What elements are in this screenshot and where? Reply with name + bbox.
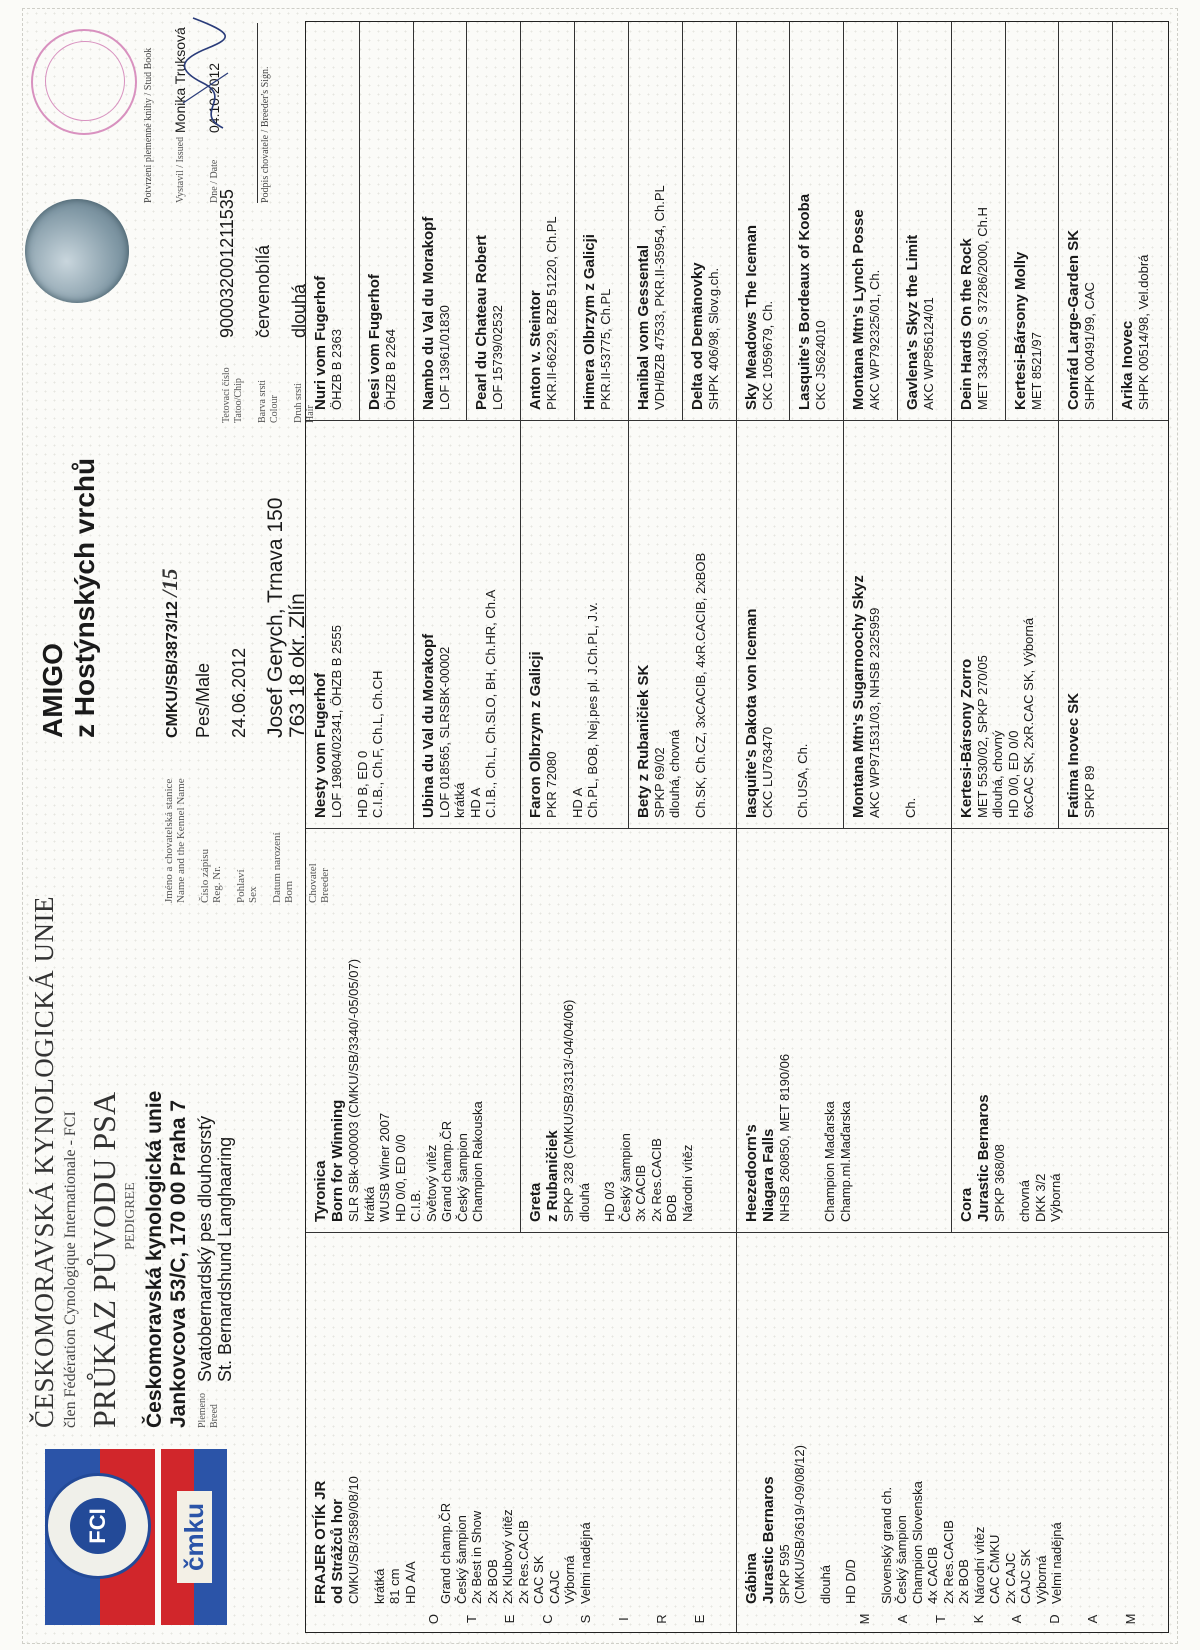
dog-detail: DKK 3/2 <box>1032 1173 1048 1222</box>
dog-name: Niagara Falls <box>759 1128 777 1222</box>
dog-detail: CAJC <box>546 1570 562 1604</box>
dog-detail: SPKP 328 (CMKU/SB/3313/-04/04/06) <box>561 999 577 1222</box>
dog-detail: SHPK 406/98, Slov.g.ch. <box>705 267 721 410</box>
dog-detail: Champ.ml.Maďarska <box>837 1101 853 1222</box>
spacer <box>859 1241 869 1604</box>
dog-detail: CMKU/SB/3589/08/10 <box>346 1476 361 1604</box>
dog-name <box>37 418 101 738</box>
dog-detail: Český šampion <box>453 1515 469 1604</box>
dog-detail: Ch.SK, Ch.CZ, 3xCACIB, 4xR.CACIB, 2xBOB <box>692 552 708 818</box>
dog-detail: CKC JS624010 <box>813 320 829 410</box>
label-sex-cz: Pohlaví <box>235 869 247 903</box>
great-great-grandparents-cell <box>790 22 844 420</box>
great-great-grandparents-cell <box>1059 22 1113 420</box>
dog-detail: ÖHZB B 2363 <box>329 329 344 410</box>
dog-detail: 2x Best in Show <box>469 1510 484 1604</box>
spacer <box>683 429 693 818</box>
dog-detail: 81 cm <box>387 1568 402 1604</box>
dog-detail: SHPK 00514/98, Vel.dobrá <box>1136 254 1152 410</box>
dog-detail: AKC WP856124/01 <box>920 297 936 410</box>
dog-detail: SPKP 69/02 <box>651 747 667 818</box>
issuer-name: Českomoravská kynologická unie <box>143 1090 166 1428</box>
dog-detail: dlouhá, chovná <box>667 729 683 818</box>
side-letter: M <box>856 1613 872 1625</box>
dog-detail: MET 5530/02, SPKP 270/05 <box>974 655 990 818</box>
great-great-grandparents-cell <box>629 22 683 420</box>
dog-detail: WUSB Winer 2007 <box>377 1112 392 1222</box>
breed-en: St. Bernardshund Langhaaring <box>215 1136 235 1382</box>
dog-detail: HD 0/0, ED 0/0 <box>392 1134 408 1222</box>
hair-value: dlouhá <box>289 283 309 338</box>
dog-detail: MET 3343/00, S 37286/2000, Ch.H <box>974 207 990 410</box>
dog-name: Cora <box>957 1187 975 1222</box>
dog-detail: HD 0/3 <box>602 1181 618 1222</box>
dog-detail: Champion Maďarska <box>822 1101 837 1222</box>
issue-date: 04.10.2012 <box>206 62 222 133</box>
side-letter: D <box>1046 1614 1062 1624</box>
label-breeder-cz: Chovatel <box>307 863 319 903</box>
dog-detail: krátká <box>361 1186 377 1222</box>
dog-detail: C.I.B., Ch.L, Ch.SLO, BH, Ch.HR, Ch.A <box>483 589 499 818</box>
great-great-grandparents-cell <box>306 22 360 420</box>
dog-detail: SPKP 368/08 <box>991 1144 1007 1222</box>
dog-detail: 2x Res.CACIB <box>648 1138 664 1222</box>
side-letter: M <box>1122 1613 1138 1625</box>
official-stamp-icon <box>31 29 137 135</box>
label-tattoo-cz: Tetovací číslo <box>221 367 232 423</box>
dog-name: Iasquite's Dakota von Iceman <box>742 608 760 818</box>
sex-value: Pes/Male <box>193 662 213 738</box>
pedigree-sheet <box>22 8 1178 1644</box>
breed-row <box>195 908 235 1428</box>
breed-cz: Svatobernardský pes dlouhosrstý <box>195 1115 215 1382</box>
spacer <box>775 429 785 818</box>
spacer <box>802 837 812 1222</box>
dog-detail: Grand champ.ČR <box>439 1120 454 1222</box>
dog-detail: dlouhá <box>817 1564 833 1604</box>
tattoo-value: 900032001211535 <box>217 189 237 338</box>
label-colour-en: Colour <box>269 395 280 423</box>
spacer <box>883 429 893 818</box>
dog-detail: AKC WP792325/01, Ch. <box>867 269 883 410</box>
spacer <box>362 1241 372 1604</box>
cmku-logo <box>161 1449 227 1625</box>
dog-name: Himera Olbrzym z Galicji <box>581 234 599 410</box>
dog-name: Nesty vom Fugerhof <box>312 672 329 818</box>
dog-name: Anton v. Steintor <box>527 290 545 410</box>
label-tattoo-en: Tatoo/Chip <box>233 378 244 423</box>
dog-detail: Champion Slovenska <box>909 1481 925 1604</box>
side-letter: C <box>540 1614 555 1624</box>
dog-name: Ubina du Val du Morakopf <box>419 633 437 818</box>
dog-name: Kertesi-Bársony Molly <box>1011 251 1029 410</box>
dog-name: Greta <box>527 1182 545 1222</box>
dog-detail: HD D/D <box>843 1559 858 1604</box>
rotated-document <box>23 9 1177 1643</box>
great-grandparents-cell <box>414 421 522 828</box>
great-great-grandparents-cell <box>737 22 791 420</box>
dog-name: Gavlena's Skyz the Limit <box>903 234 921 410</box>
dog-detail: HD A <box>569 787 585 818</box>
grandparents-column <box>306 828 1168 1232</box>
date-label: Dne / Date <box>208 159 220 203</box>
issued-label: Vystavil / Issued <box>174 136 186 203</box>
dog-detail: 2x CAJC <box>1002 1552 1018 1604</box>
dog-name: Jurastic Bernaros <box>974 1094 992 1222</box>
dog-detail: Velmi nadějná <box>577 1522 593 1604</box>
great-grandparents-cell <box>737 421 845 828</box>
great-great-grandparents-cell <box>1006 22 1060 420</box>
dog-detail: krátká <box>371 1568 387 1604</box>
side-letter: S <box>578 1614 593 1624</box>
dog-detail: CAC ČMKU <box>987 1534 1002 1604</box>
dog-detail: 2x Klubový vítěz <box>500 1509 515 1604</box>
label-name-cz: Jméno a chovatelská stanice <box>163 778 175 903</box>
great-great-grandparents-cell <box>952 22 1006 420</box>
dog-detail: 6xCAC SK, 2xR.CAC SK, Výborná <box>1021 617 1037 818</box>
great-great-grandparents-cell <box>360 22 414 420</box>
dog-name-line2: z Hostýnských vrchů <box>69 457 100 738</box>
label-sex-en: Sex <box>247 886 259 903</box>
spacer <box>560 429 570 818</box>
dog-detail: PKR.II-66229, BZB 51220, Ch.PL <box>544 216 560 410</box>
side-letter: O <box>426 1613 441 1625</box>
label-born-cz: Datum narození <box>271 832 283 903</box>
dog-name: Arika Inovec <box>1119 320 1137 410</box>
dog-detail: Grand champ.ČR <box>438 1502 453 1604</box>
side-letter: K <box>970 1614 986 1624</box>
breeder-value: Josef Gerych, Trnava 150 763 18 okr. Zlín <box>264 497 309 738</box>
signature-label: Podpis chovatele / Breeder's Sign. <box>257 23 271 203</box>
issued-by: Monika Truksová <box>172 27 188 133</box>
dog-detail: Ch. <box>902 797 918 818</box>
dog-detail: Výborná <box>562 1555 577 1604</box>
label-born-en: Born <box>283 881 295 903</box>
organization-block <box>29 895 235 1428</box>
spacer <box>812 837 822 1222</box>
side-letter: R <box>654 1614 669 1624</box>
dog-detail: C.I.B. <box>408 1189 423 1222</box>
spacer <box>428 1241 438 1604</box>
dog-detail: dlouhá, chovný <box>990 730 1006 818</box>
dog-detail: Český šampion <box>894 1515 909 1604</box>
spacer <box>418 1241 428 1604</box>
dog-detail: Národní vítěz <box>971 1526 987 1604</box>
great-grandparents-cell <box>629 421 737 828</box>
side-letter: A <box>1084 1614 1100 1624</box>
dog-name: FRAJER OTÍK JR <box>312 1480 329 1604</box>
side-letter: A <box>894 1614 910 1624</box>
dog-detail: CAJC SK <box>1018 1549 1033 1604</box>
dog-detail: BOB <box>664 1194 680 1222</box>
dog-detail: SHPK 00491/99, CAC <box>1082 282 1098 410</box>
dog-detail: CKC 1059679, Ch. <box>759 300 775 410</box>
dog-detail: LOF 15739/02532 <box>490 305 506 410</box>
spacer <box>1007 837 1017 1222</box>
dog-detail: HD 0/0, ED 0/0 <box>1005 730 1021 818</box>
side-letter: T <box>932 1615 948 1623</box>
dog-detail: ÖHZB B 2264 <box>382 329 398 410</box>
dog-detail: SLR SBk-000003 (CMKU/SB/3340/-05/05/07) <box>346 958 361 1222</box>
great-great-grandparents-cell <box>521 22 575 420</box>
dog-name: Tyronica <box>312 1160 329 1222</box>
spacer <box>785 429 795 818</box>
grandparents-cell <box>952 829 1167 1232</box>
document-title: PRŮKAZ PŮVODU PSA <box>86 1091 122 1428</box>
grandparents-cell <box>521 829 736 1232</box>
dog-detail: SPKP 595 <box>776 1544 792 1604</box>
dog-detail: Výborná <box>1048 1173 1064 1222</box>
dog-detail: Český šampion <box>454 1133 470 1222</box>
colour-value: červenobílá <box>253 244 273 338</box>
dog-name: Montana Mtn's Lynch Posse <box>850 209 868 410</box>
dog-detail: dlouhá <box>576 1182 592 1222</box>
fci-logo-text: FCI <box>70 1498 126 1554</box>
label-name-en: Name and the Kennel Name <box>175 778 187 903</box>
dog-name: Kertesi-Bársony Zorro <box>957 658 975 818</box>
side-letter: T <box>464 1615 479 1623</box>
dog-name: Sky Meadows The Iceman <box>742 224 760 410</box>
great-grandparents-cell <box>521 421 629 828</box>
dog-name: Faron Olbrzym z Galicji <box>527 651 545 818</box>
great-grandparents-column <box>306 420 1168 828</box>
dog-detail: 2x Res.CACIB <box>940 1520 956 1604</box>
spacer <box>893 429 903 818</box>
dog-name: Fatima Inovec SK <box>1065 692 1083 818</box>
side-letter: I <box>616 1617 631 1621</box>
dog-detail: Velmi nadějná <box>1049 1522 1064 1604</box>
dog-detail: PKR 72080 <box>544 751 560 818</box>
reg-number: CMKU/SB/3873/12 /15 <box>157 568 182 738</box>
handwritten-signature-icon <box>163 13 243 133</box>
side-letter: E <box>502 1614 517 1624</box>
great-great-grandparents-cell <box>1113 22 1167 420</box>
dog-name: Delta od Demänovky <box>688 262 706 410</box>
dog-name: Gábina <box>742 1553 760 1604</box>
dog-detail: PKR.II-53775, Ch.PL <box>598 288 614 410</box>
spacer <box>345 429 355 818</box>
grandparents-cell <box>306 829 521 1232</box>
great-grandparents-cell <box>1059 421 1167 828</box>
dog-detail: krátká <box>452 782 468 818</box>
spacer <box>833 1241 843 1604</box>
great-grandparents-cell <box>844 421 952 828</box>
dog-name: Hanibal vom Gessental <box>634 244 652 410</box>
dog-detail: 3x CACIB <box>633 1164 649 1222</box>
dog-detail: AKC WP971531/03, NHSB 2325959 <box>867 607 883 818</box>
great-grandparents-cell <box>952 421 1060 828</box>
logos <box>41 1443 231 1633</box>
dog-detail: Národní vítěz <box>679 1144 695 1222</box>
org-name: ČESKOMORAVSKÁ KYNOLOGICKÁ UNIE <box>29 895 59 1428</box>
great-great-grandparents-cell <box>683 22 737 420</box>
dog-detail: LOF 018565, SLRSBK-00002 <box>436 646 452 818</box>
label-reg-en: Reg. Nr. <box>211 866 223 903</box>
hologram-seal-icon <box>25 199 129 303</box>
dog-detail: CKC LU763470 <box>759 726 775 818</box>
dog-name: Nuri vom Fugerhof <box>312 275 329 410</box>
dog-name: Conrád Large-Garden SK <box>1065 229 1083 410</box>
great-great-grandparents-column <box>306 22 1168 420</box>
dog-detail: Slovenský grand ch. <box>878 1486 894 1604</box>
dog-name: od Strážců hor <box>329 1498 346 1604</box>
fci-logo <box>45 1449 155 1625</box>
dog-detail: SPKP 89 <box>1082 765 1098 818</box>
label-colour-cz: Barva srsti <box>257 379 268 423</box>
label-reg-cz: Číslo zápisu <box>199 848 211 903</box>
org-member: člen Fédération Cynologique Internationale - FCI <box>62 1111 79 1428</box>
pedigree-table <box>305 21 1169 1633</box>
great-great-grandparents-cell <box>414 22 468 420</box>
dog-name: Dein Hards On the Rock <box>957 238 975 410</box>
side-letter: A <box>1008 1614 1024 1624</box>
spacer <box>592 837 602 1222</box>
great-great-grandparents-cell <box>467 22 521 420</box>
dog-name: Heezedoorn's <box>742 1124 760 1222</box>
dog-detail: 2x Res.CACIB <box>515 1520 531 1604</box>
dog-name: Bety z Rubaničiek SK <box>634 664 652 818</box>
dog-name: z Rubaničiek <box>544 1130 562 1222</box>
dog-detail: C.I.B., Ch.F, Ch.L, Ch.CH <box>370 670 385 818</box>
dog-detail: HD B, ED 0 <box>354 750 370 818</box>
great-grandparents-cell <box>306 421 414 828</box>
dog-detail: 2x BOB <box>484 1559 500 1604</box>
dog-detail: NHSB 260850, MET 8190/06 <box>776 1053 792 1222</box>
dog-detail: Champion Rakouska <box>470 1101 485 1222</box>
dog-detail: Ch.PL, BOB, Nej.pes pl. J.Ch.PL, J.v. <box>585 602 601 818</box>
parents-column <box>306 1232 1168 1632</box>
cmku-logo-text: čmku <box>177 1491 212 1583</box>
spacer <box>792 837 802 1222</box>
dog-detail: (CMKU/SB/3619/-09/08/12) <box>792 1445 807 1604</box>
label-breeder-en: Breeder <box>319 868 331 903</box>
dog-detail: VDH/BZB 47533, PKR.II-35954, Ch.PL <box>651 185 667 410</box>
born-value: 24.06.2012 <box>229 647 249 738</box>
spacer <box>808 1241 818 1604</box>
dog-detail: HD A <box>467 787 483 818</box>
dog-detail: LOF 19804/02341, ÖHZB B 2555 <box>329 625 344 818</box>
dog-detail: Český šampion <box>617 1133 633 1222</box>
dog-detail: LOF 13961/01830 <box>436 305 452 410</box>
dog-detail: 2x BOB <box>956 1559 971 1604</box>
dog-name: Desi vom Fugerhof <box>365 274 383 410</box>
dog-detail: chovná <box>1017 1180 1033 1222</box>
dog-name: Pearl du Chateau Robert <box>473 234 491 410</box>
dog-detail: Ch.USA, Ch. <box>795 743 810 818</box>
label-hair-en: Hair <box>305 405 316 423</box>
dog-name: Nambo du Val du Morakopf <box>419 216 437 410</box>
parents-cell <box>737 1233 1168 1632</box>
great-great-grandparents-cell <box>575 22 629 420</box>
dog-detail: MET 8521/97 <box>1028 332 1044 410</box>
dog-detail: 4x CACIB <box>925 1546 940 1604</box>
dog-name: Montana Mtn's Sugarnoochy Skyz <box>850 575 868 818</box>
dog-detail: CAC SK <box>531 1555 546 1604</box>
breed-label-en: Breed <box>209 1404 220 1428</box>
breed-label-cz: Plemeno <box>197 1393 208 1428</box>
dog-detail: HD A/A <box>402 1561 418 1604</box>
great-great-grandparents-cell <box>898 22 952 420</box>
field-values <box>157 438 313 738</box>
reg-suffix: /15 <box>157 568 182 597</box>
parents-cell <box>306 1233 737 1632</box>
dog-name: Jurastic Bernaros <box>759 1476 777 1604</box>
dog-detail: Světový vítěz <box>423 1144 439 1222</box>
dog-name: Born for Winning <box>329 1099 346 1222</box>
dog-name: Lasquite's Bordeaux of Kooba <box>796 193 814 410</box>
grandparents-cell <box>737 829 952 1232</box>
spacer <box>869 1241 879 1604</box>
label-hair-cz: Druh srsti <box>293 383 304 423</box>
side-letter: E <box>692 1614 707 1624</box>
issuer-address: Jankovcova 53/C, 170 00 Praha 7 <box>167 1099 190 1428</box>
document-subtitle: PEDIGREE <box>123 1182 138 1250</box>
dog-detail: Výborná <box>1033 1555 1049 1604</box>
studbook-label: Potvrzení plemenné knihy / Stud Book <box>143 47 154 203</box>
dog-name-line1: AMIGO <box>37 643 68 738</box>
great-great-grandparents-cell <box>844 22 898 420</box>
